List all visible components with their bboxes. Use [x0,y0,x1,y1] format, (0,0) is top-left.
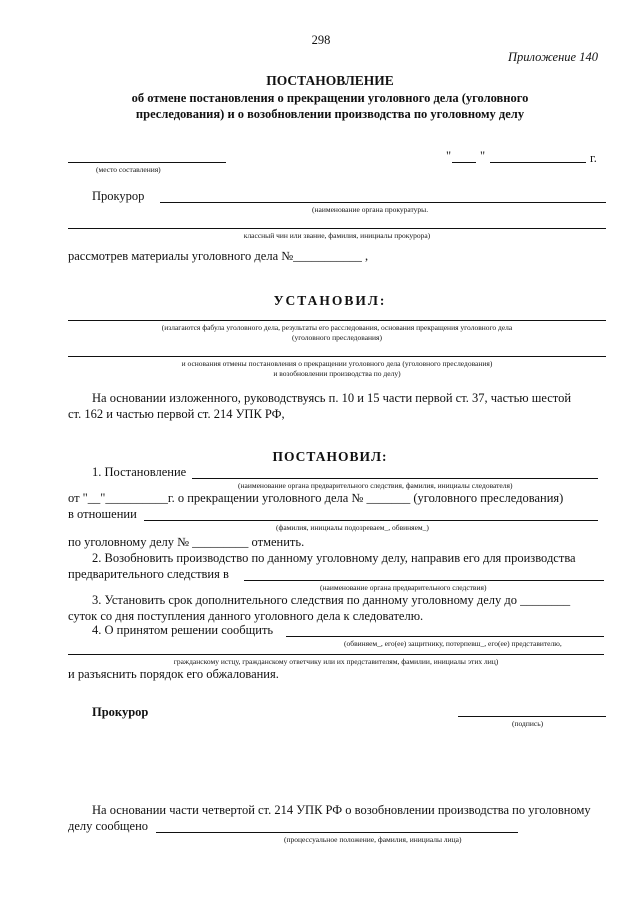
item1-label: 1. Постановление [92,465,187,479]
item1-caption: (наименование органа предварительного следствия, фамилия, инициалы следователя) [238,481,513,490]
item2-line1: 2. Возобновить производство по данному уголовному делу, направив его для производства [92,551,576,565]
prosecutor-organ-caption: (наименование органа прокуратуры. [312,205,429,214]
signature-label: Прокурор [92,705,149,719]
document-subtitle-line2: преследования) и о возобновлении производства по уголовному делу [135,107,525,121]
item2-organ-line[interactable] [244,580,604,581]
established-line1[interactable] [68,320,606,321]
notice-person-line[interactable] [156,832,518,833]
item4-caption1: (обвиняем_, его(ее) защитнику, потерпевш_, его(ее) представителю, [344,639,562,648]
year-suffix: г. [590,151,597,165]
item2-line2: предварительного следствия в [68,567,229,581]
page-number: 298 [311,33,331,47]
item4-recipient-line2[interactable] [68,654,604,655]
date-quote-close: " [480,149,486,163]
item4-caption2: гражданскому истцу, гражданскому ответчику или их представителям, фамилии, инициалы этих лиц) [173,657,499,666]
prosecutor-label: Прокурор [92,189,145,203]
item1-caption2: (фамилия, инициалы подозреваем_, обвиняем_) [276,523,429,532]
basis-line1: На основании изложенного, руководствуясь п. 10 и 15 части первой ст. 37, частью шестой [92,391,572,405]
signature-caption: (подпись) [512,719,544,728]
item4-line3: и разъяснить порядок его обжалования. [68,667,279,681]
established-caption1b: (уголовного преследования) [292,333,382,342]
prosecutor-rank-line[interactable] [68,228,606,229]
established-caption2a: и основания отмены постановления о прекращении уголовного дела (уголовного преследования) [181,359,493,368]
item3-line2: суток со дня поступления данного уголовного дела к следователю. [68,609,424,623]
date-day-line[interactable] [452,162,476,163]
item1-person-line[interactable] [144,520,598,521]
item1-organ-line[interactable] [192,478,598,479]
reviewed-text: рассмотрев материалы уголовного дела №___________ , [68,249,369,263]
item2-caption: (наименование органа предварительного следствия) [320,583,487,592]
prosecutor-rank-caption: классный чин или звание, фамилия, инициалы прокурора) [243,231,431,240]
notice-line1: На основании части четвертой ст. 214 УПК РФ о возобновлении производства по уголовному [92,803,591,817]
item4-recipient-line[interactable] [286,636,604,637]
notice-caption: (процессуальное положение, фамилия, инициалы лица) [284,835,462,844]
place-line[interactable] [68,162,226,163]
document-title: ПОСТАНОВЛЕНИЕ [266,73,394,88]
signature-line[interactable] [458,716,606,717]
established-caption2b: и возобновлении производства по делу) [273,369,401,378]
item1-line2: от "__"__________г. о прекращении уголовного дела № _______ (уголовного преследования) [68,491,564,505]
prosecutor-organ-line[interactable] [160,202,606,203]
date-month-line[interactable] [490,162,586,163]
established-line2[interactable] [68,356,606,357]
document-subtitle-line1: об отмене постановления о прекращении уголовного дела (уголовного [131,91,529,105]
notice-line2: делу сообщено [68,819,149,833]
item1-line3: в отношении [68,507,137,521]
appendix-label: Приложение 140 [508,50,598,64]
established-caption1a: (излагаются фабула уголовного дела, результаты его расследования, основания прекращения уголовного дела [161,323,513,332]
place-caption: (место составления) [96,165,161,174]
date-quote-open: " [446,149,452,163]
item3-line1: 3. Установить срок дополнительного следствия по данному уголовному делу до ________ [92,593,571,607]
item4-label: 4. О принятом решении сообщить [92,623,274,637]
basis-line2: ст. 162 и частью первой ст. 214 УПК РФ, [68,407,285,421]
item1-line4: по уголовному делу № _________ отменить. [68,535,305,549]
resolved-heading: ПОСТАНОВИЛ: [272,449,388,464]
established-heading: УСТАНОВИЛ: [273,293,387,308]
